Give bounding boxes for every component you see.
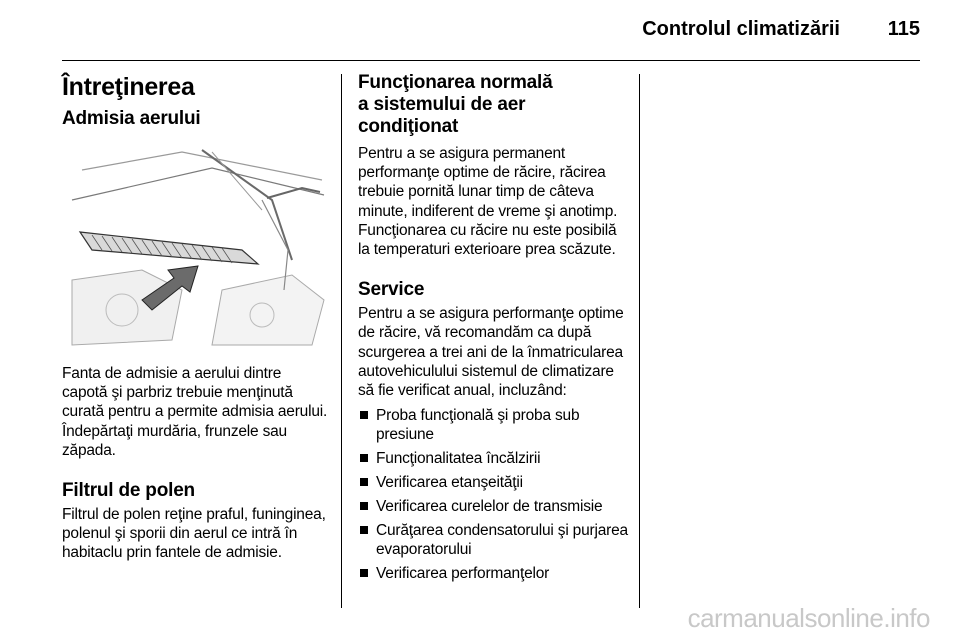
air-intake-illustration: [62, 140, 330, 350]
normal-operation-text: Pentru a se asigura permanent performanţe optime de răcire, răcirea trebuie pornită lunar timp de câteva minute, indiferent de vreme şi anotimp. Funcţionarea cu răcire nu este posibilă la temperaturi exterioare prea scăzute.: [358, 145, 618, 259]
list-item: Curăţarea condensatorului şi purjarea evaporatorului: [358, 521, 628, 559]
list-item: Verificarea performanţelor: [358, 564, 628, 583]
bullet-square-icon: [360, 502, 368, 510]
list-item: Funcţionalitatea încălzirii: [358, 449, 628, 468]
bullet-square-icon: [360, 526, 368, 534]
subheading-air-intake: Admisia aerului: [62, 108, 201, 129]
list-item: Verificarea curelelor de transmisie: [358, 497, 628, 516]
header-rule: [62, 60, 920, 61]
air-intake-text: Fanta de admisie a aerului dintre capotă şi parbriz trebuie menţinută curată pentru a permite admisia aerului. Îndepărtaţi murdăria, frunzele sau zăpada.: [62, 365, 328, 459]
column-right: [358, 72, 628, 588]
windshield-filter-drawing: [62, 140, 330, 350]
list-item: Verificarea etanşeităţii: [358, 473, 628, 492]
page-number: 115: [887, 18, 920, 40]
column-divider-right: [639, 74, 640, 608]
service-checklist: [358, 406, 628, 583]
list-item: Proba funcţională şi proba sub presiune: [358, 406, 628, 444]
watermark: carmanualsonline.info: [687, 603, 930, 633]
section-heading-maintenance: Întreţinerea: [62, 73, 195, 101]
bullet-square-icon: [360, 478, 368, 486]
subheading-normal-operation-line2: a sistemului de aer condiţionat: [358, 94, 526, 137]
subheading-normal-operation-line1: Funcţionarea normală: [358, 72, 553, 93]
bullet-square-icon: [360, 454, 368, 462]
column-left: [62, 72, 330, 563]
page-header-title: Controlul climatizării: [642, 18, 840, 40]
bullet-square-icon: [360, 411, 368, 419]
subheading-service: Service: [358, 279, 425, 301]
pollen-filter-text: Filtrul de polen reţine praful, funinginea, polenul şi sporii din aerul ce intră în habitaclu prin fantele de admisie.: [62, 506, 326, 562]
subheading-pollen-filter: Filtrul de polen: [62, 480, 195, 502]
bullet-square-icon: [360, 569, 368, 577]
service-text: Pentru a se asigura performanţe optime de răcire, vă recomandăm ca după scurgerea a trei ani de la înmatricularea autovehiculului sistemul de climatizare să fie verificat anual, incluzând:: [358, 305, 624, 400]
column-divider-left: [341, 74, 342, 608]
